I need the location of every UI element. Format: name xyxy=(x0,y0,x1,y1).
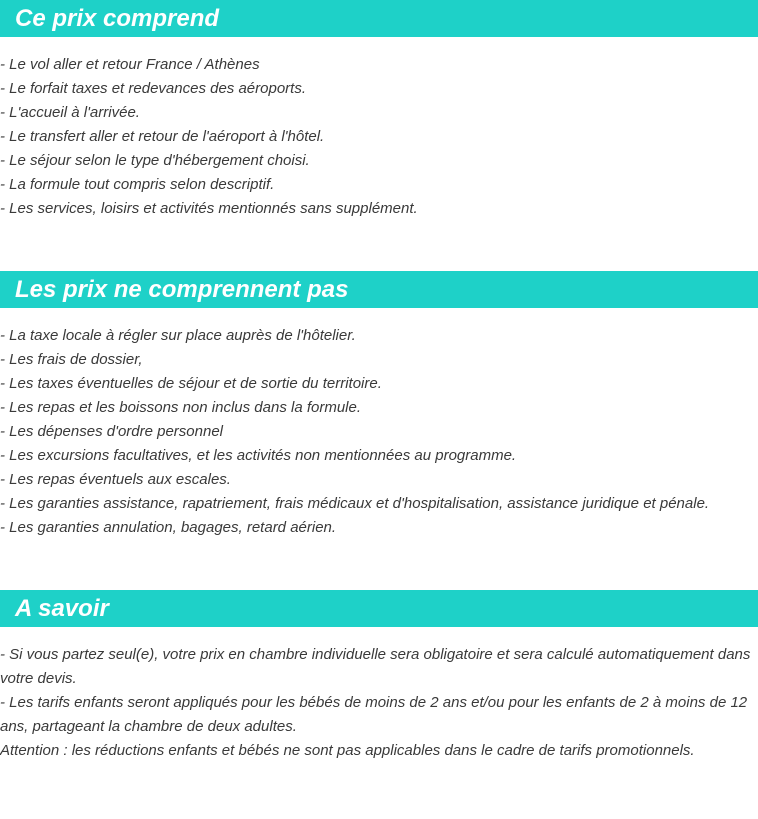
section-good-to-know xyxy=(0,590,758,763)
list-item: - Les taxes éventuelles de séjour et de sortie du territoire. xyxy=(0,375,382,392)
list-item: - Les dépenses d'ordre personnel xyxy=(0,423,224,440)
list-item: - Les services, loisirs et activités mentionnés sans supplément. xyxy=(0,200,418,217)
excludes-list xyxy=(0,324,758,540)
list-item: - Le transfert aller et retour de l'aéroport à l'hôtel. xyxy=(0,128,325,145)
list-item: - L'accueil à l'arrivée. xyxy=(0,104,140,121)
list-item: - Le forfait taxes et redevances des aéroports. xyxy=(0,80,306,97)
info-paragraph: - Si vous partez seul(e), votre prix en chambre individuelle sera obligatoire et sera calculé automatiquement dans votre devis. xyxy=(0,646,751,687)
info-paragraph: - Les tarifs enfants seront appliqués pour les bébés de moins de 2 ans et/ou pour les enfants de 2 à moins de 12 ans, partageant la chambre de deux adultes. xyxy=(0,694,748,735)
list-item: - Les garanties annulation, bagages, retard aérien. xyxy=(0,519,337,536)
list-item: - Les garanties assistance, rapatriement, frais médicaux et d'hospitalisation, assistance juridique et pénale. xyxy=(0,495,710,512)
list-item: - Les repas et les boissons non inclus dans la formule. xyxy=(0,399,362,416)
section-price-excludes xyxy=(0,271,758,540)
list-item: - Les excursions facultatives, et les activités non mentionnées au programme. xyxy=(0,447,517,464)
section-price-includes xyxy=(0,0,758,221)
list-item: - Les frais de dossier, xyxy=(0,351,143,368)
section-title-price-includes: Ce prix comprend xyxy=(0,0,758,37)
includes-list xyxy=(0,53,758,221)
list-item: - Le vol aller et retour France / Athènes xyxy=(0,56,260,73)
list-item: - Le séjour selon le type d'hébergement choisi. xyxy=(0,152,310,169)
section-title-good-to-know: A savoir xyxy=(0,590,758,627)
list-item: - Les repas éventuels aux escales. xyxy=(0,471,231,488)
section-title-price-excludes: Les prix ne comprennent pas xyxy=(0,271,758,308)
info-paragraph: Attention : les réductions enfants et bébés ne sont pas applicables dans le cadre de tarifs promotionnels. xyxy=(0,742,695,759)
list-item: - La formule tout compris selon descriptif. xyxy=(0,176,275,193)
good-to-know-body xyxy=(0,643,752,763)
list-item: - La taxe locale à régler sur place auprès de l'hôtelier. xyxy=(0,327,356,344)
